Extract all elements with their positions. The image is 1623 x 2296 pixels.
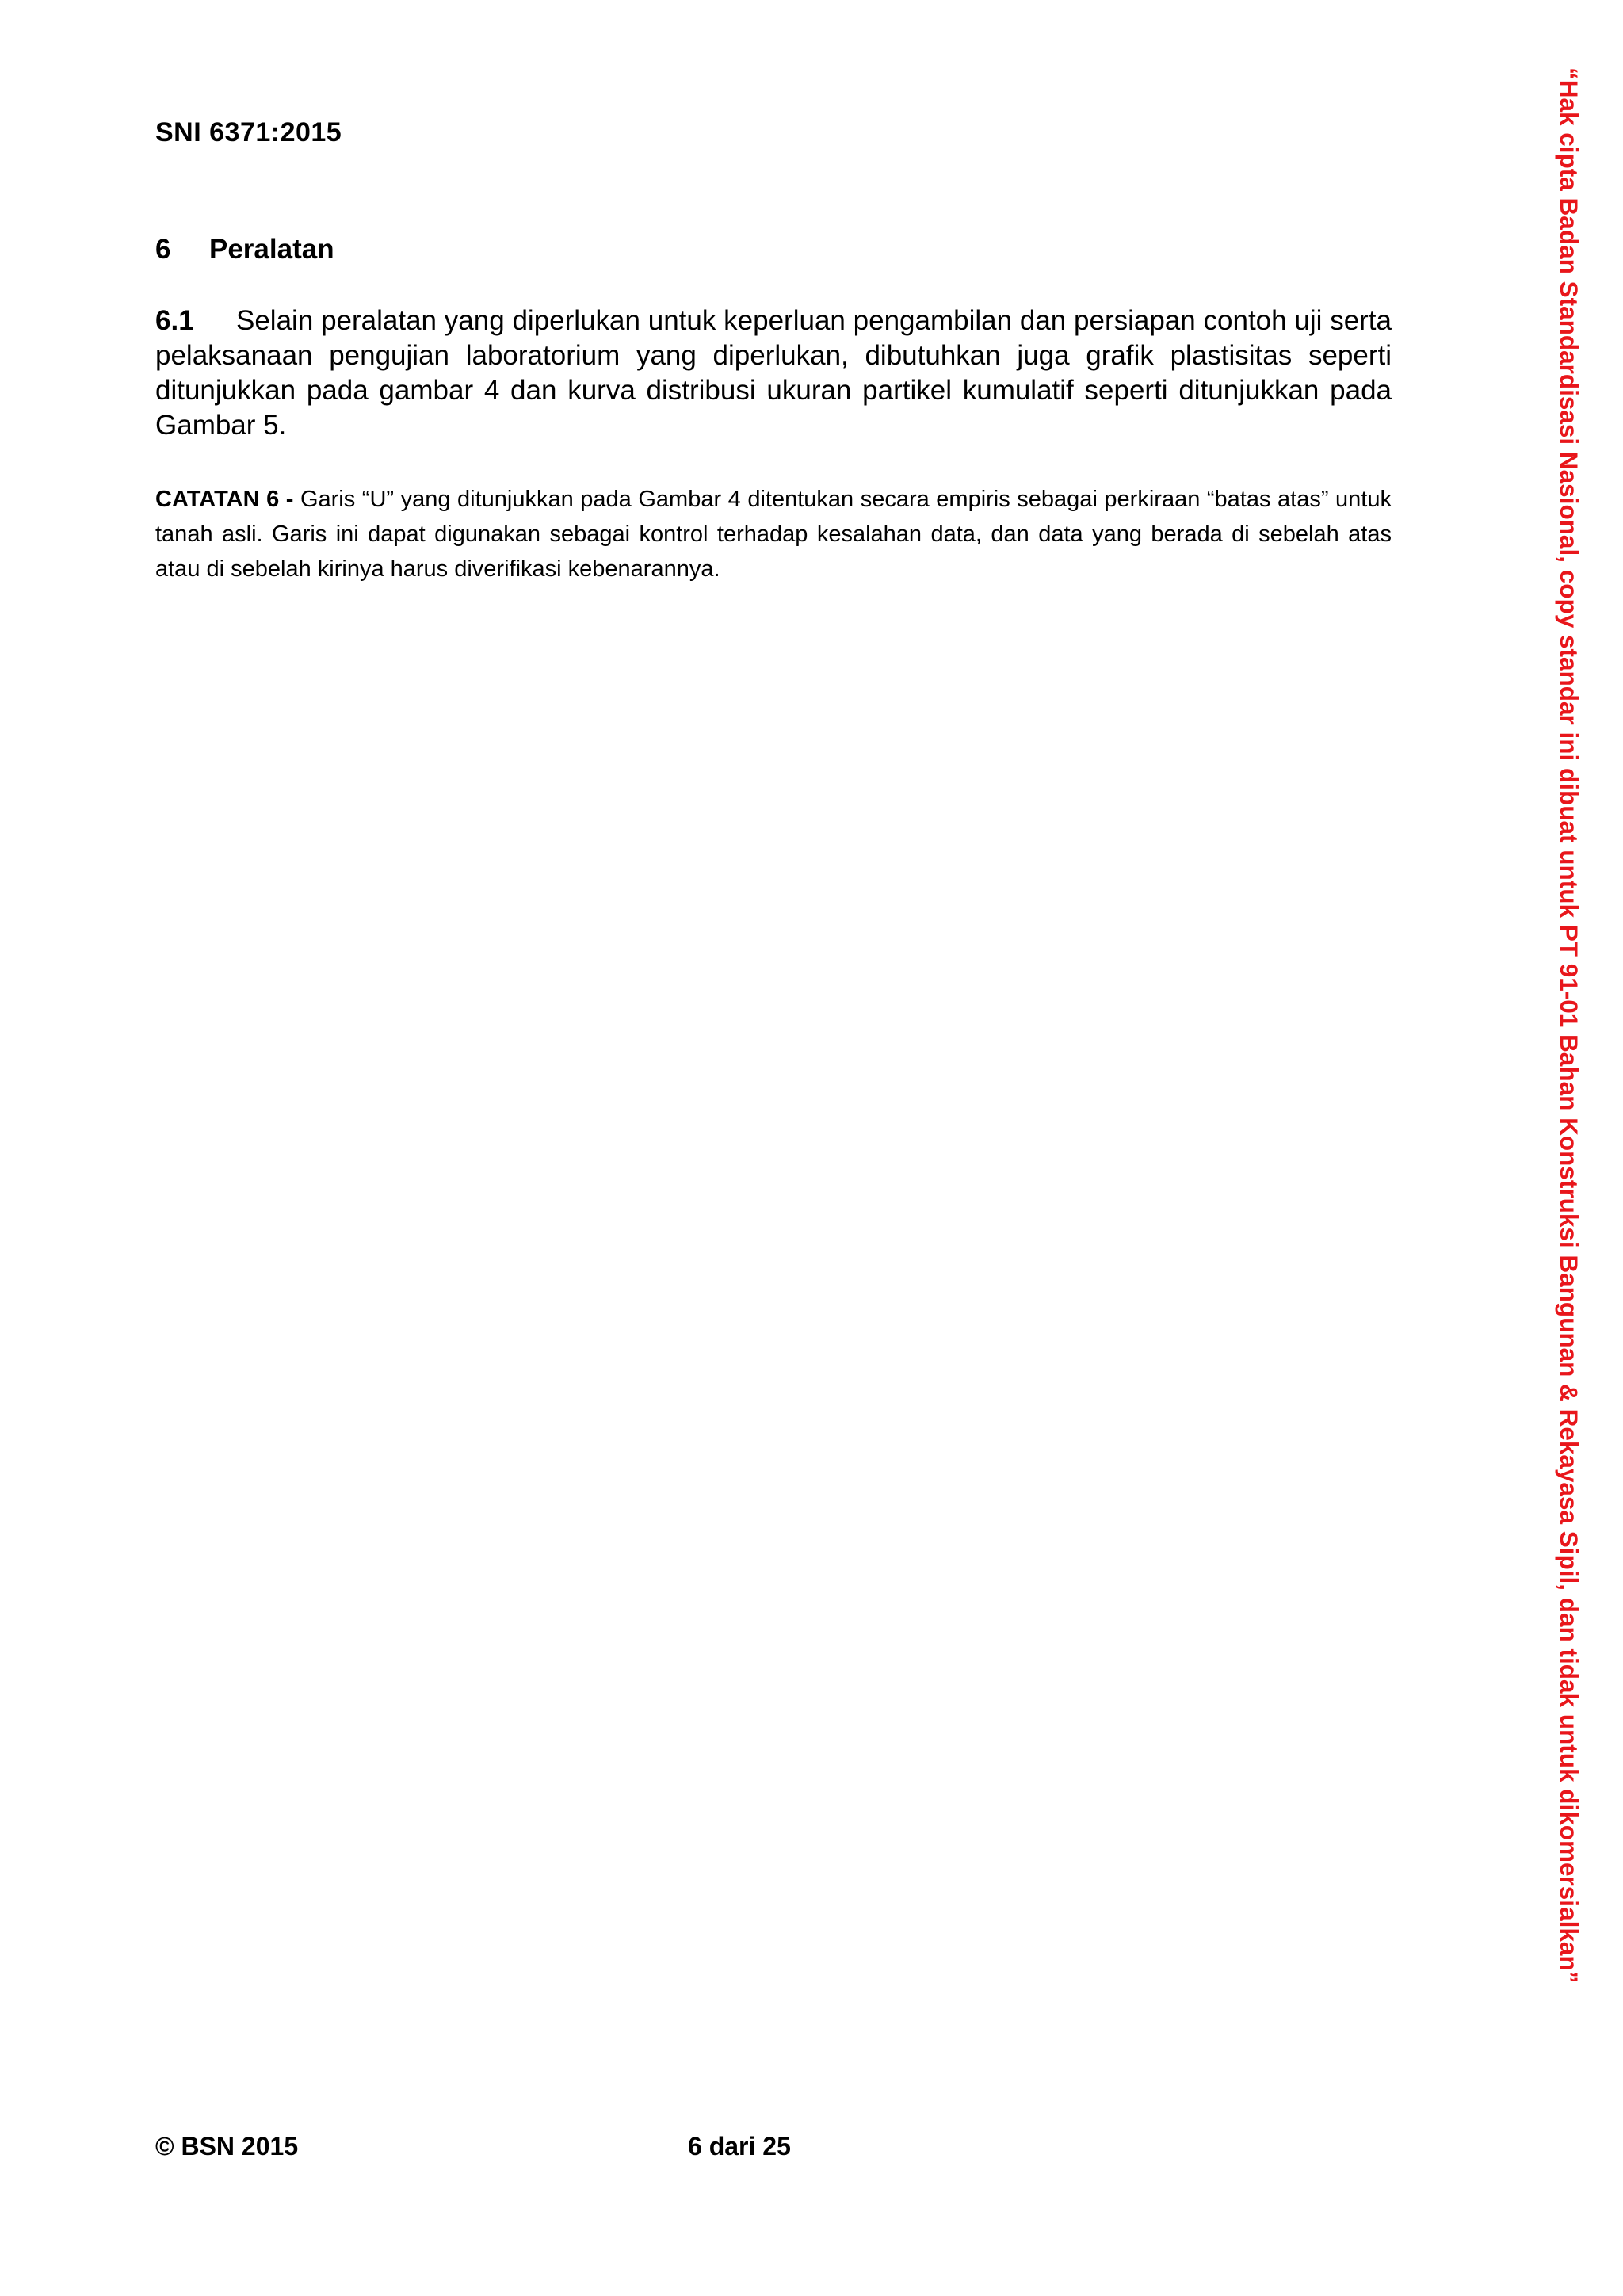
footer-copyright: © BSN 2015 — [155, 2132, 299, 2160]
paragraph-text: Selain peralatan yang diperlukan untuk keperluan pengambilan dan persiapan contoh uji serta pelaksanaan pengujian laboratorium yang diperlukan, dibutuhkan juga grafik plastisitas seperti ditunjukkan pada gambar 4 dan kurva distribusi ukuran partikel kumulatif seperti ditunjukkan pada Gambar 5. — [155, 305, 1392, 441]
watermark-text: “Hak cipta Badan Standardisasi Nasional, copy standar ini dibuat untuk PT 91-01 Bahan Konstruksi Bangunan & Rekayasa Sipil, dan tidak untuk dikomersialkan” — [1555, 67, 1583, 1984]
note-separator: - — [279, 487, 300, 512]
note-label: CATATAN 6 — [155, 487, 280, 512]
section-title: Peralatan — [209, 234, 334, 265]
copyright-watermark — [1545, 67, 1593, 2231]
paragraph-number: 6.1 — [155, 305, 194, 336]
note-6 — [155, 482, 1392, 586]
footer-page-number: 6 dari 25 — [688, 2132, 791, 2160]
section-number: 6 — [155, 234, 171, 265]
section-heading — [155, 234, 334, 266]
note-text: Garis “U” yang ditunjukkan pada Gambar 4 ditentukan secara empiris sebagai perkiraan “batas atas” untuk tanah asli. Garis ini dapat digunakan sebagai kontrol terhadap kesalahan data, dan data yang berada di sebelah atas atau di sebelah kirinya harus diverifikasi kebenarannya. — [155, 487, 1392, 582]
paragraph-6-1 — [155, 304, 1392, 443]
document-code: SNI 6371:2015 — [155, 117, 342, 147]
